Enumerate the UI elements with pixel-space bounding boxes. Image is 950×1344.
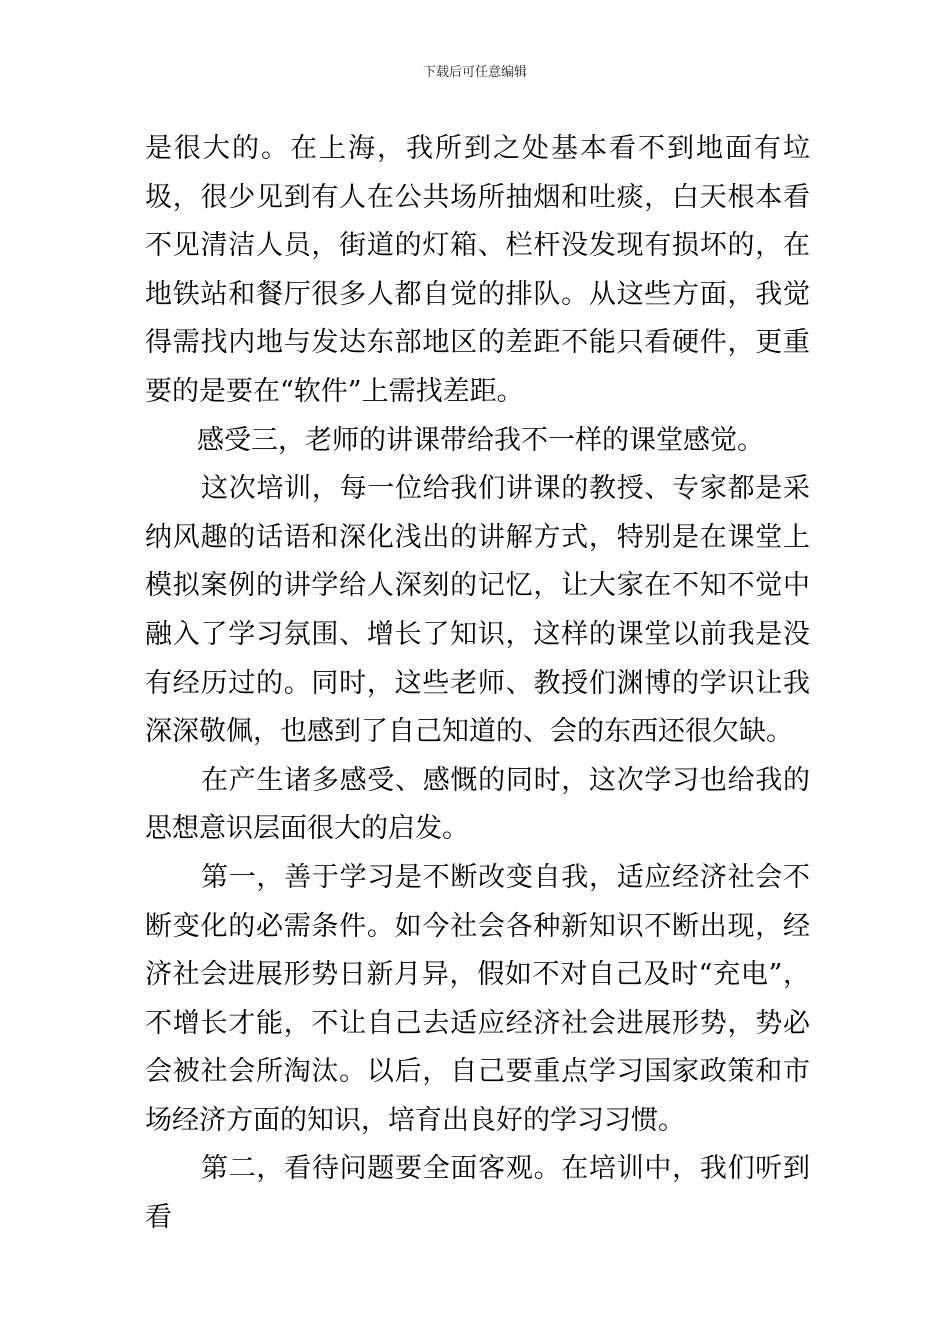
paragraph-inspiration: 在产生诸多感受、感慨的同时，这次学习也给我的思想意识层面很大的启发。: [145, 764, 810, 845]
paragraph-point-two: 第二，看待问题要全面客观。在培训中，我们听到看: [145, 1153, 810, 1234]
paragraph-training-lectures: 这次培训，每一位给我们讲课的教授、专家都是采纳风趣的话语和深化浅出的讲解方式，特别是在课堂上模拟案例的讲学给人深刻的记忆，让大家在不知不觉中融入了学习氛围、增长了知识，这样的课堂以前我是没有经历过的。同时，这些老师、教授们渊博的学识让我深深敬佩，也感到了自己知道的、会的东西还很欠缺。: [145, 473, 810, 748]
document-body: [145, 125, 810, 1243]
paragraph-continuation: 是很大的。在上海，我所到之处基本看不到地面有垃圾，很少见到有人在公共场所抽烟和吐痰，白天根本看不见清洁人员，街道的灯箱、栏杆没发现有损坏的，在地铁站和餐厅很多人都自觉的排队。从这些方面，我觉得需找内地与发达东部地区的差距不能只看硬件，更重要的是要在“软件”上需找差距。: [145, 133, 810, 407]
paragraph-point-one: 第一，善于学习是不断改变自我，适应经济社会不断变化的必需条件。如今社会各种新知识不断出现，经济社会进展形势日新月异，假如不对自己及时“充电”，不增长才能，不让自己去适应经济社会进展形势，势必会被社会所淘汰。以后，自己要重点学习国家政策和市场经济方面的知识，培育出良好的学习习惯。: [145, 861, 810, 1136]
paragraph-heading-feeling-three: 感受三，老师的讲课带给我不一样的课堂感觉。: [197, 424, 764, 456]
page-header: 下载后可任意编辑: [422, 65, 527, 80]
